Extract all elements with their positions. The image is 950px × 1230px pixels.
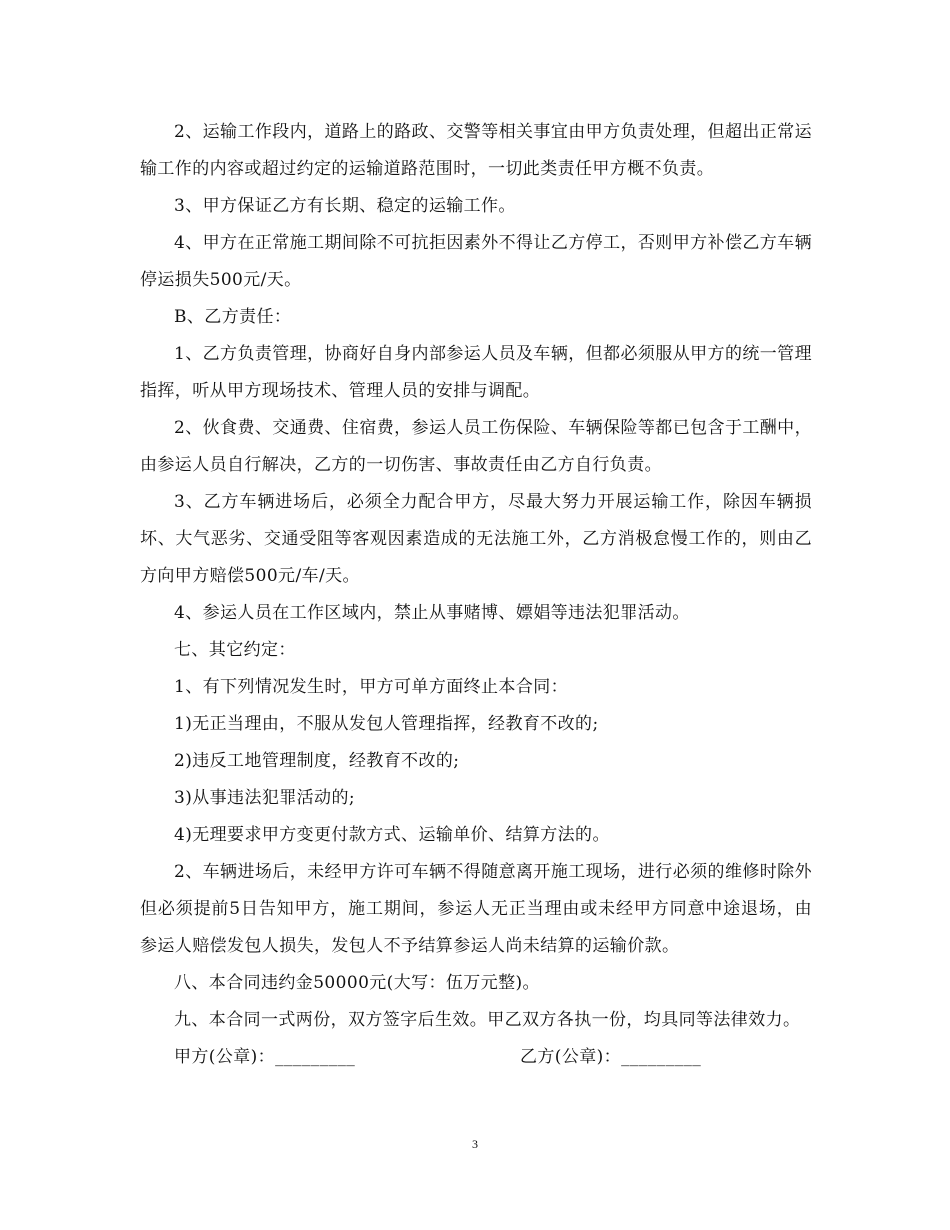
list-item-termination-2: 2)违反工地管理制度，经教育不改的; [174, 751, 460, 771]
paragraph-termination-conditions: 1、有下列情况发生时，甲方可单方面终止本合同： [174, 677, 569, 697]
section-heading-party-b-responsibility: B、乙方责任： [174, 307, 292, 327]
paragraph-prohibited-activities: 4、参运人员在工作区域内，禁止从事赌博、嫖娼等违法犯罪活动。 [174, 603, 690, 623]
signature-row [140, 1039, 812, 1076]
paragraph-expenses-insurance: 2、伙食费、交通费、住宿费，参运人员工伤保险、车辆保险等都已包含于工酬中，由参运人员自行解决，乙方的一切伤害、事故责任由乙方自行负责。 [140, 418, 812, 475]
paragraph-vehicle-departure-rule: 2、车辆进场后，未经甲方许可车辆不得随意离开施工现场，进行必须的维修时除外但必须提前5日告知甲方，施工期间，参运人无正当理由或未经甲方同意中途退场，由参运人赔偿发包人损失，发包人不予结算参运人尚未结算的运输价款。 [140, 862, 812, 956]
party-b-seal-line: 乙方(公章)：_________ [520, 1047, 702, 1067]
section-heading-other-agreements: 七、其它约定： [174, 640, 296, 660]
list-item-termination-1: 1)无正当理由，不服从发包人管理指挥，经教育不改的; [174, 714, 599, 734]
list-item-termination-3: 3)从事违法犯罪活动的; [174, 788, 355, 808]
paragraph-vehicle-cooperation: 3、乙方车辆进场后，必须全力配合甲方，尽最大努力开展运输工作，除因车辆损坏、大气恶劣、交通受阻等客观因素造成的无法施工外，乙方消极怠慢工作的，则由乙方向甲方赔偿500元/车/天。 [140, 492, 812, 586]
page-number: 3 [472, 1137, 478, 1151]
paragraph-stoppage-compensation: 4、甲方在正常施工期间除不可抗拒因素外不得让乙方停工，否则甲方补偿乙方车辆停运损失500元/天。 [140, 233, 812, 290]
document-body [140, 114, 812, 1076]
paragraph-party-b-management: 1、乙方负责管理，协商好自身内部参运人员及车辆，但都必须服从甲方的统一管理指挥，听从甲方现场技术、管理人员的安排与调配。 [140, 344, 812, 401]
paragraph-transport-road-responsibility: 2、运输工作段内，道路上的路政、交警等相关事宜由甲方负责处理，但超出正常运输工作的内容或超过约定的运输道路范围时，一切此类责任甲方概不负责。 [140, 122, 812, 179]
paragraph-stable-work-guarantee: 3、甲方保证乙方有长期、稳定的运输工作。 [174, 196, 516, 216]
paragraph-liquidated-damages: 八、本合同违约金50000元(大写：伍万元整)。 [174, 973, 540, 993]
party-a-seal-line: 甲方(公章)：_________ [174, 1047, 356, 1067]
list-item-termination-4: 4)无理要求甲方变更付款方式、运输单价、结算方法的。 [174, 825, 610, 845]
paragraph-copies-validity: 九、本合同一式两份，双方签字后生效。甲乙双方各执一份，均具同等法律效力。 [174, 1010, 801, 1030]
